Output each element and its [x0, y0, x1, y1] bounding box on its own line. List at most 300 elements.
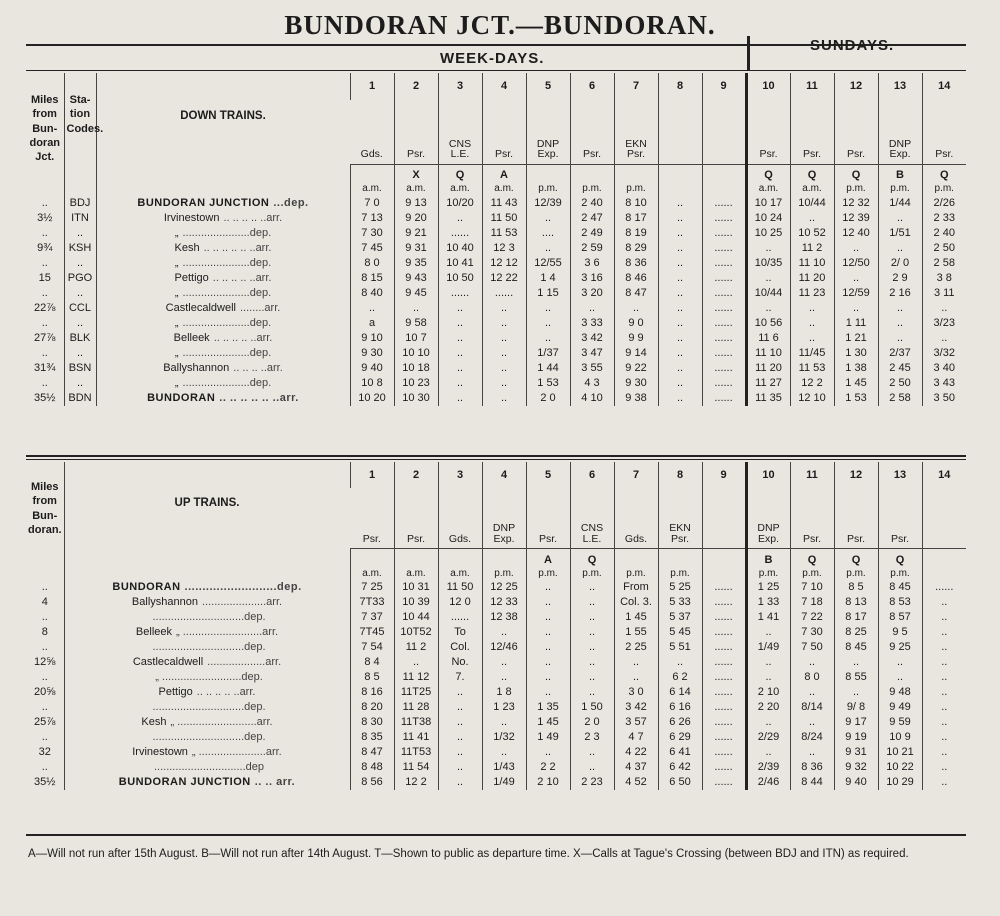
page-title: BUNDORAN JCT.—BUNDORAN.: [284, 10, 716, 40]
down-ampm-label: a.m.: [438, 183, 482, 196]
time-cell: ..: [790, 211, 834, 226]
time-cell: 2 58: [922, 256, 966, 271]
station-leader: ......................dep.: [182, 256, 272, 269]
down-ampm-label: p.m.: [526, 183, 570, 196]
time-cell: ..: [746, 655, 790, 670]
time-cell: 6 29: [658, 730, 702, 745]
time-cell: 8 46: [614, 271, 658, 286]
down-train-type: Psr.: [834, 100, 878, 164]
time-cell: 9 17: [834, 715, 878, 730]
time-cell: ......: [702, 670, 746, 685]
time-cell: 8 56: [350, 775, 394, 790]
time-cell: 9 21: [394, 226, 438, 241]
up-train-mark: Q: [878, 549, 922, 568]
down-ampm-label: p.m.: [878, 183, 922, 196]
row-miles: ..: [41, 731, 48, 743]
down-train-mark: X: [394, 164, 438, 183]
down-ampm-label: p.m.: [570, 183, 614, 196]
time-cell: ..: [482, 715, 526, 730]
up-table-row: [26, 640, 966, 655]
row-station: [96, 346, 350, 361]
time-cell: 7 13: [350, 211, 394, 226]
time-cell: ..: [614, 655, 658, 670]
band-rule: [26, 70, 966, 71]
time-cell: 8 29: [614, 241, 658, 256]
time-cell: 5 33: [658, 595, 702, 610]
time-cell: 1/51: [878, 226, 922, 241]
down-col-number: 6: [570, 73, 614, 100]
time-cell: 6 2: [658, 670, 702, 685]
time-cell: ..: [482, 655, 526, 670]
time-cell: 3 20: [570, 286, 614, 301]
time-cell: 1 45: [526, 715, 570, 730]
down-col-number: 11: [790, 73, 834, 100]
time-cell: ..: [834, 655, 878, 670]
blank-cell: [64, 549, 350, 568]
time-cell: 12 10: [790, 391, 834, 406]
up-train-mark: B: [746, 549, 790, 568]
time-cell: ..: [438, 376, 482, 391]
time-cell: 3 42: [570, 331, 614, 346]
row-miles: ..: [41, 581, 48, 593]
time-cell: ..: [834, 271, 878, 286]
up-table-row: [26, 745, 966, 760]
time-cell: 12/46: [482, 640, 526, 655]
time-cell: 5 51: [658, 640, 702, 655]
time-cell: ..: [570, 685, 614, 700]
down-table-row: [26, 241, 966, 256]
time-cell: 1 33: [746, 595, 790, 610]
time-cell: 9 20: [394, 211, 438, 226]
time-cell: 10 40: [438, 241, 482, 256]
up-table-row: [26, 715, 966, 730]
time-cell: 7 37: [350, 610, 394, 625]
time-cell: 11 10: [746, 346, 790, 361]
time-cell: ..: [526, 301, 570, 316]
time-cell: 12/59: [834, 286, 878, 301]
station-name: BUNDORAN: [112, 581, 181, 593]
up-train-type: Psr.: [394, 488, 438, 549]
time-cell: 10 44: [394, 610, 438, 625]
time-cell: 7T45: [350, 625, 394, 640]
time-cell: ......: [702, 715, 746, 730]
time-cell: 10 10: [394, 346, 438, 361]
time-cell: To: [438, 625, 482, 640]
time-cell: Col.: [438, 640, 482, 655]
time-cell: ..: [658, 655, 702, 670]
time-cell: 4 10: [570, 391, 614, 406]
time-cell: 8 5: [350, 670, 394, 685]
blank-cell: [96, 183, 350, 196]
time-cell: 10 21: [878, 745, 922, 760]
time-cell: ..: [922, 745, 966, 760]
time-cell: 1 50: [570, 700, 614, 715]
time-cell: 9 58: [394, 316, 438, 331]
row-station: [96, 376, 350, 391]
row-station: [64, 715, 350, 730]
up-ampm-label: p.m.: [790, 567, 834, 580]
time-cell: 10/20: [438, 196, 482, 211]
down-table-row: [26, 301, 966, 316]
time-cell: ..: [922, 670, 966, 685]
up-train-type: Psr.: [834, 488, 878, 549]
row-station: [64, 775, 350, 790]
time-cell: 9 31: [394, 241, 438, 256]
time-cell: ..: [570, 301, 614, 316]
time-cell: ..: [614, 301, 658, 316]
up-ampm-label: a.m.: [350, 567, 394, 580]
time-cell: 12 3: [482, 241, 526, 256]
up-ampm-label: p.m.: [526, 567, 570, 580]
down-table-row: [26, 271, 966, 286]
time-cell: 1 41: [746, 610, 790, 625]
time-cell: 9 30: [350, 346, 394, 361]
time-cell: 9 40: [350, 361, 394, 376]
time-cell: 5 25: [658, 580, 702, 595]
row-station: [96, 286, 350, 301]
time-cell: ....: [526, 226, 570, 241]
time-cell: 9 49: [878, 700, 922, 715]
time-cell: ..: [482, 331, 526, 346]
time-cell: ..: [922, 655, 966, 670]
time-cell: 4 37: [614, 760, 658, 775]
station-name: „: [174, 376, 179, 389]
down-codes-header: Sta-tion Codes.: [64, 73, 96, 164]
time-cell: 1 44: [526, 361, 570, 376]
station-name: „: [174, 346, 179, 359]
row-station-code: BLK: [64, 331, 96, 346]
down-train-type: [702, 100, 746, 164]
time-cell: ..: [438, 775, 482, 790]
station-leader: .....................arr.: [201, 596, 283, 608]
time-cell: ..: [922, 640, 966, 655]
time-cell: ..: [790, 331, 834, 346]
time-cell: ..: [790, 745, 834, 760]
time-cell: 7 22: [790, 610, 834, 625]
time-cell: ..: [570, 595, 614, 610]
row-station: [96, 196, 350, 211]
time-cell: 11 23: [790, 286, 834, 301]
up-table-row: [26, 670, 966, 685]
time-cell: ......: [702, 271, 746, 286]
time-cell: 7 50: [790, 640, 834, 655]
up-timetable: [26, 462, 966, 790]
row-station-code: ..: [64, 256, 96, 271]
time-cell: ..: [570, 745, 614, 760]
row-station: [64, 625, 350, 640]
row-station-code: BDN: [64, 391, 96, 406]
time-cell: ......: [438, 286, 482, 301]
up-ampm-label: [922, 567, 966, 580]
time-cell: ..: [526, 670, 570, 685]
time-cell: ..: [922, 760, 966, 775]
time-cell: ..: [438, 346, 482, 361]
station-leader: „ ..........................arr.: [170, 716, 273, 728]
up-ampm-label: p.m.: [482, 567, 526, 580]
station-leader: .. .. .. .. .. ..arr.: [203, 241, 272, 254]
time-cell: 6 14: [658, 685, 702, 700]
time-cell: 10 9: [878, 730, 922, 745]
row-miles: 12⅝: [34, 656, 56, 668]
row-station-code: ..: [64, 316, 96, 331]
down-col-number: 2: [394, 73, 438, 100]
time-cell: 10 7: [394, 331, 438, 346]
up-train-type: Psr.: [350, 488, 394, 549]
time-cell: 7 18: [790, 595, 834, 610]
row-miles: ..: [41, 196, 48, 209]
down-timetable: [26, 73, 966, 406]
down-train-mark: A: [482, 164, 526, 183]
up-table-row: [26, 595, 966, 610]
time-cell: 5 37: [658, 610, 702, 625]
station-leader: ........arr.: [239, 301, 281, 314]
row-station: [64, 655, 350, 670]
time-cell: 3 6: [570, 256, 614, 271]
station-leader: ...dep.: [273, 196, 309, 209]
section-divider: [26, 455, 966, 457]
up-train-mark: [922, 549, 966, 568]
time-cell: 11 43: [482, 196, 526, 211]
row-station: [96, 361, 350, 376]
up-train-mark: Q: [834, 549, 878, 568]
down-ampm-label: p.m.: [922, 183, 966, 196]
time-cell: 8 25: [834, 625, 878, 640]
time-cell: 2 25: [614, 640, 658, 655]
time-cell: 11T38: [394, 715, 438, 730]
time-cell: 12 2: [394, 775, 438, 790]
time-cell: ..: [790, 685, 834, 700]
time-cell: ......: [702, 655, 746, 670]
time-cell: 7 25: [350, 580, 394, 595]
up-ampm-label: p.m.: [878, 567, 922, 580]
station-name: „: [174, 286, 179, 299]
row-station: [64, 610, 350, 625]
time-cell: ..: [482, 745, 526, 760]
up-table-row: [26, 610, 966, 625]
time-cell: 10 24: [746, 211, 790, 226]
down-ampm-label: a.m.: [394, 183, 438, 196]
time-cell: ..: [878, 211, 922, 226]
row-miles: 8: [41, 626, 48, 638]
time-cell: 9 59: [878, 715, 922, 730]
station-leader: „ ..........................dep.: [155, 671, 263, 683]
down-col-number: 13: [878, 73, 922, 100]
down-col-number: 1: [350, 73, 394, 100]
down-col-number: 7: [614, 73, 658, 100]
time-cell: 2/46: [746, 775, 790, 790]
row-miles: 27⅞: [34, 331, 56, 344]
time-cell: ......: [702, 685, 746, 700]
time-cell: 12 38: [482, 610, 526, 625]
time-cell: ......: [702, 316, 746, 331]
row-station: [64, 595, 350, 610]
station-leader: ..........................dep.: [184, 581, 302, 593]
time-cell: ..: [526, 625, 570, 640]
time-cell: 3 40: [922, 361, 966, 376]
time-cell: 9 10: [350, 331, 394, 346]
time-cell: 8/14: [790, 700, 834, 715]
time-cell: 1 49: [526, 730, 570, 745]
time-cell: ..: [438, 301, 482, 316]
time-cell: 3 11: [922, 286, 966, 301]
row-station-code: BDJ: [64, 196, 96, 211]
time-cell: 7T33: [350, 595, 394, 610]
time-cell: 2 16: [878, 286, 922, 301]
time-cell: ......: [702, 256, 746, 271]
blank-cell: [26, 567, 64, 580]
time-cell: 1 53: [526, 376, 570, 391]
time-cell: ..: [658, 256, 702, 271]
up-ampm-label: p.m.: [834, 567, 878, 580]
row-station-code: PGO: [64, 271, 96, 286]
time-cell: 1/49: [746, 640, 790, 655]
time-cell: ......: [702, 610, 746, 625]
time-cell: 2 20: [746, 700, 790, 715]
time-cell: ..: [526, 316, 570, 331]
time-cell: ..: [658, 346, 702, 361]
time-cell: 3 43: [922, 376, 966, 391]
time-cell: 9 45: [394, 286, 438, 301]
down-marks: [26, 164, 966, 183]
time-cell: 10/44: [746, 286, 790, 301]
station-leader: .. .. .. .. ..arr.: [223, 211, 283, 224]
time-cell: ..: [526, 331, 570, 346]
time-cell: 4 22: [614, 745, 658, 760]
time-cell: 4 7: [614, 730, 658, 745]
station-leader: ...................arr.: [207, 656, 282, 668]
time-cell: ..: [746, 625, 790, 640]
up-ampm-label: [702, 567, 746, 580]
row-station: [96, 256, 350, 271]
time-cell: 2/39: [746, 760, 790, 775]
down-train-type: EKN Psr.: [614, 100, 658, 164]
time-cell: 12 40: [834, 226, 878, 241]
time-cell: 10 50: [438, 271, 482, 286]
up-ampm-label: a.m.: [438, 567, 482, 580]
time-cell: 8/24: [790, 730, 834, 745]
time-cell: 1 53: [834, 391, 878, 406]
time-cell: ..: [922, 775, 966, 790]
time-cell: ..: [438, 361, 482, 376]
up-col-number: 11: [790, 462, 834, 488]
down-table-row: [26, 256, 966, 271]
up-marks: [26, 549, 966, 568]
down-train-mark: [570, 164, 614, 183]
up-train-mark: [438, 549, 482, 568]
down-train-mark: [702, 164, 746, 183]
weekdays-label: WEEK-DAYS.: [440, 50, 545, 67]
row-miles: 32: [38, 746, 51, 758]
row-miles: 35½: [34, 391, 56, 404]
time-cell: 8 16: [350, 685, 394, 700]
time-cell: 12 0: [438, 595, 482, 610]
station-leader: .. .. .. .. ..arr.: [212, 271, 272, 284]
row-miles: 4: [41, 596, 48, 608]
down-ampm-label: a.m.: [350, 183, 394, 196]
time-cell: 1/37: [526, 346, 570, 361]
time-cell: 9 14: [614, 346, 658, 361]
time-cell: 11 2: [790, 241, 834, 256]
time-cell: 3 55: [570, 361, 614, 376]
down-col-number: 14: [922, 73, 966, 100]
time-cell: ..: [482, 625, 526, 640]
up-ampm-label: p.m.: [658, 567, 702, 580]
time-cell: 11 53: [482, 226, 526, 241]
time-cell: 2 40: [922, 226, 966, 241]
down-trains-header: DOWN TRAINS.: [96, 73, 350, 164]
time-cell: 7 54: [350, 640, 394, 655]
down-train-mark: [658, 164, 702, 183]
row-station: [96, 211, 350, 226]
up-train-mark: [658, 549, 702, 568]
time-cell: 2 0: [570, 715, 614, 730]
down-column-numbers: [26, 73, 966, 100]
time-cell: 10 22: [878, 760, 922, 775]
row-station: [96, 271, 350, 286]
down-col-number: 8: [658, 73, 702, 100]
down-train-type: DNP Exp.: [526, 100, 570, 164]
row-station-code: ..: [64, 226, 96, 241]
row-station-code: ..: [64, 376, 96, 391]
time-cell: ..: [482, 391, 526, 406]
time-cell: 8 40: [350, 286, 394, 301]
up-train-type: Psr.: [526, 488, 570, 549]
time-cell: 4 3: [570, 376, 614, 391]
time-cell: 1 45: [614, 610, 658, 625]
time-cell: From: [614, 580, 658, 595]
down-table-row: [26, 361, 966, 376]
time-cell: ..: [878, 316, 922, 331]
time-cell: 6 41: [658, 745, 702, 760]
up-train-mark: [702, 549, 746, 568]
up-train-type: DNP Exp.: [746, 488, 790, 549]
time-cell: 9 30: [614, 376, 658, 391]
down-ampm-label: a.m.: [746, 183, 790, 196]
station-leader: ......................dep.: [182, 286, 272, 299]
station-leader: ..............................dep.: [152, 611, 266, 623]
up-col-number: 9: [702, 462, 746, 488]
time-cell: ..: [922, 595, 966, 610]
time-cell: 1 45: [834, 376, 878, 391]
row-miles: 25⅞: [34, 716, 56, 728]
time-cell: 10 39: [394, 595, 438, 610]
down-ampm: [26, 183, 966, 196]
time-cell: 2 0: [526, 391, 570, 406]
time-cell: ..: [482, 376, 526, 391]
time-cell: ..: [658, 211, 702, 226]
time-cell: 2 50: [922, 241, 966, 256]
time-cell: 2 3: [570, 730, 614, 745]
time-cell: 7 30: [350, 226, 394, 241]
time-cell: 2 33: [922, 211, 966, 226]
time-cell: ..: [658, 316, 702, 331]
time-cell: 12 25: [482, 580, 526, 595]
time-cell: 9 9: [614, 331, 658, 346]
station-leader: ..............................dep.: [152, 641, 266, 653]
time-cell: 3 0: [614, 685, 658, 700]
row-miles: ..: [41, 256, 48, 269]
time-cell: ..: [482, 670, 526, 685]
time-cell: ..: [746, 670, 790, 685]
time-cell: ..: [438, 391, 482, 406]
time-cell: 8 30: [350, 715, 394, 730]
row-miles: 9¾: [37, 241, 53, 254]
time-cell: ..: [482, 301, 526, 316]
time-cell: ......: [702, 580, 746, 595]
up-table-row: [26, 775, 966, 790]
up-col-number: 10: [746, 462, 790, 488]
time-cell: ..: [790, 301, 834, 316]
